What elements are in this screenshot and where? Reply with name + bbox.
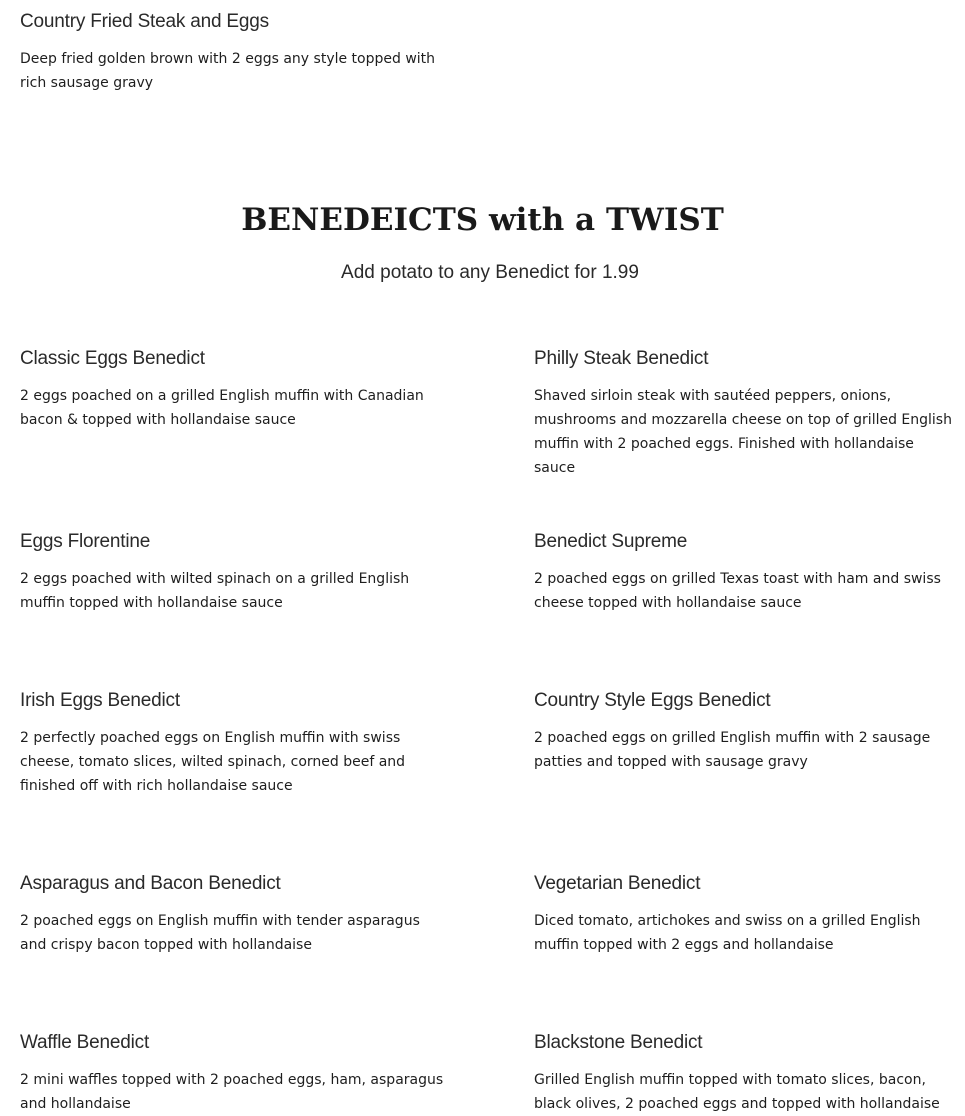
item-description: Deep fried golden brown with 2 eggs any style topped with rich sausage gravy [20, 51, 436, 91]
item-name: Eggs Florentine [20, 531, 151, 552]
item-description: Shaved sirloin steak with sautéed peppers, onions, mushrooms and mozzarella cheese on top of grilled English muffin with 2 poached eggs. Finished with hollandaise sauce [534, 388, 952, 476]
item-name: Country Fried Steak and Eggs [20, 11, 269, 32]
item-description: Diced tomato, artichokes and swiss on a grilled English muffin topped with 2 eggs and hollandaise [534, 913, 921, 953]
item-name: Vegetarian Benedict [534, 873, 701, 894]
menu-item-asparagus-and-bacon-benedict [20, 872, 450, 957]
item-name: Irish Eggs Benedict [20, 690, 180, 711]
item-name: Philly Steak Benedict [534, 348, 709, 369]
item-description: 2 poached eggs on grilled English muffin with 2 sausage patties and topped with sausage gravy [534, 730, 931, 770]
menu-item-waffle-benedict [20, 1031, 450, 1116]
item-description: 2 perfectly poached eggs on English muffin with swiss cheese, tomato slices, wilted spinach, corned beef and finished off with rich hollandaise sauce [20, 730, 406, 794]
menu-item-classic-eggs-benedict [20, 347, 450, 432]
item-name: Benedict Supreme [534, 531, 688, 552]
item-description: 2 mini waffles topped with 2 poached eggs, ham, asparagus and hollandaise [20, 1072, 444, 1112]
section-subtitle: Add potato to any Benedict for 1.99 [341, 262, 639, 283]
menu-item-irish-eggs-benedict [20, 689, 450, 798]
item-name: Blackstone Benedict [534, 1032, 703, 1053]
menu-item-country-style-eggs-benedict [534, 689, 959, 774]
section-title: BENEDEICTS with a TWIST [241, 202, 724, 238]
menu-item-benedict-supreme [534, 530, 959, 615]
item-description: 2 poached eggs on grilled Texas toast with ham and swiss cheese topped with hollandaise sauce [534, 571, 941, 611]
item-name: Waffle Benedict [20, 1032, 150, 1053]
menu-item-vegetarian-benedict [534, 872, 959, 957]
item-name: Classic Eggs Benedict [20, 348, 205, 369]
item-description: 2 poached eggs on English muffin with tender asparagus and crispy bacon topped with hollandaise [20, 913, 420, 953]
item-name: Asparagus and Bacon Benedict [20, 873, 281, 894]
menu-item-blackstone-benedict [534, 1031, 959, 1116]
item-description: 2 eggs poached on a grilled English muffin with Canadian bacon & topped with hollandaise sauce [20, 388, 424, 428]
menu-item [20, 10, 450, 95]
menu-item-philly-steak-benedict [534, 347, 959, 480]
item-description: Grilled English muffin topped with tomato slices, bacon, black olives, 2 poached eggs and topped with hollandaise [534, 1072, 940, 1112]
item-name: Country Style Eggs Benedict [534, 690, 771, 711]
item-description: 2 eggs poached with wilted spinach on a grilled English muffin topped with hollandaise sauce [20, 571, 410, 611]
menu-item-eggs-florentine [20, 530, 450, 615]
